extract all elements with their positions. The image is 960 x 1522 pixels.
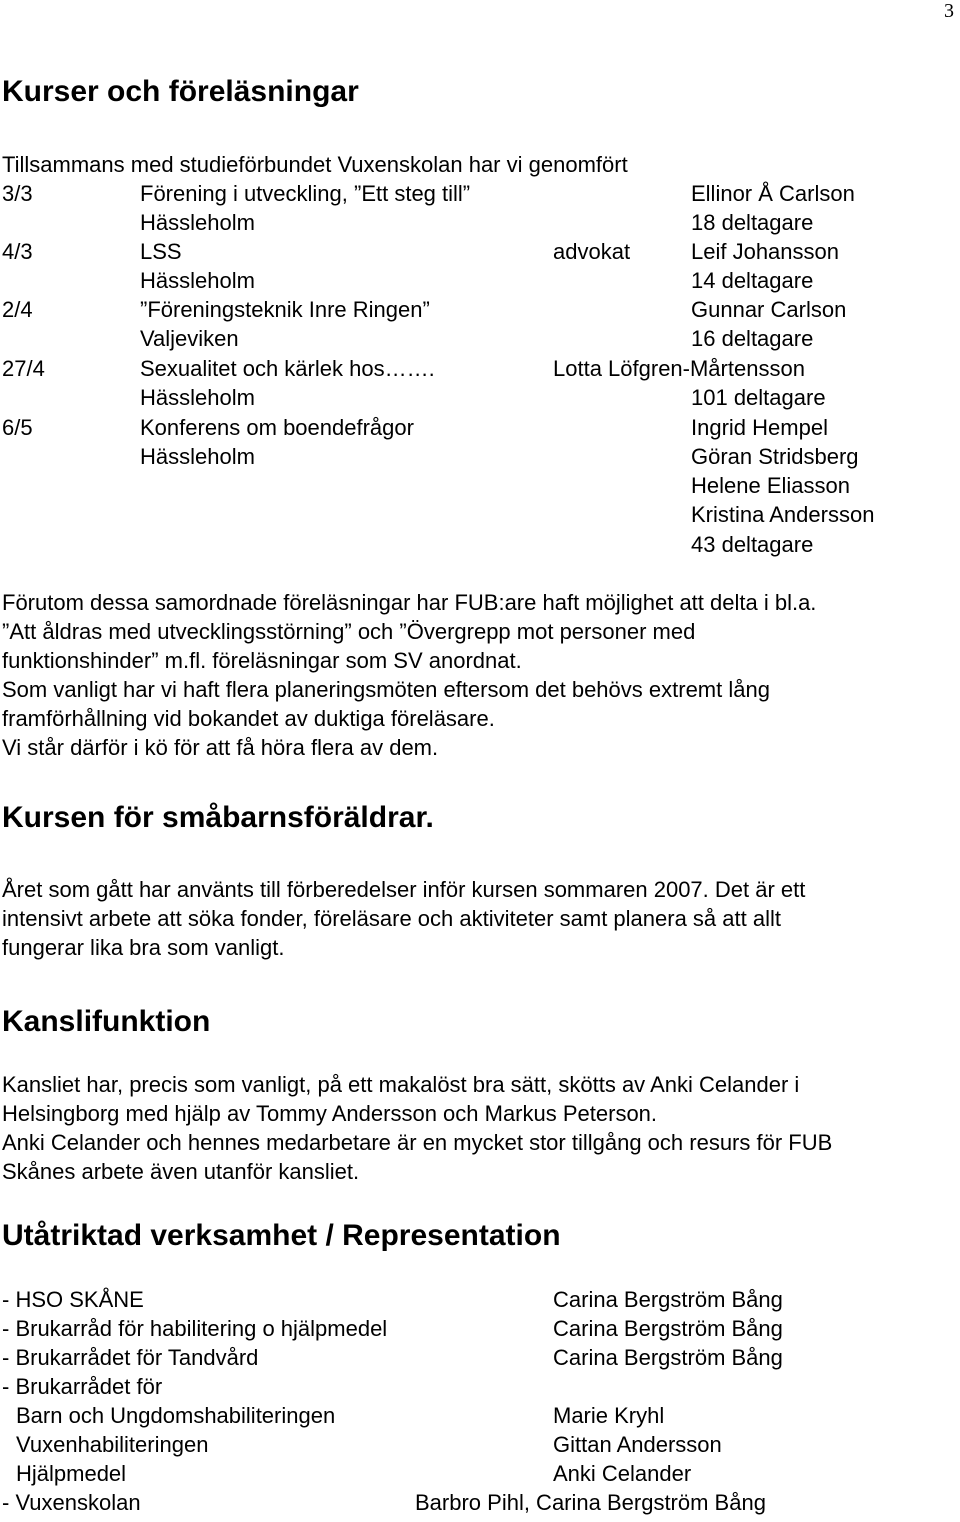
- course-participants: 101 deltagare: [691, 385, 826, 410]
- small-children-heading: Kursen för småbarnsföräldrar.: [2, 801, 434, 834]
- office-heading: Kanslifunktion: [2, 1005, 211, 1038]
- outreach-org: - Brukarrådet för Tandvård: [2, 1345, 259, 1370]
- courses-intro: Tillsammans med studieförbundet Vuxenskolan har vi genomfört: [2, 152, 628, 177]
- course-participants: 43 deltagare: [691, 532, 814, 557]
- course-place: Valjeviken: [140, 326, 239, 351]
- outreach-org: Barn och Ungdomshabiliteringen: [16, 1403, 336, 1428]
- course-leader: Ellinor Å Carlson: [691, 181, 855, 206]
- outreach-rep: Carina Bergström Bång: [553, 1287, 783, 1312]
- course-leader: Gunnar Carlson: [691, 297, 847, 322]
- course-place: Hässleholm: [140, 268, 255, 293]
- course-participants: 16 deltagare: [691, 326, 814, 351]
- course-title: Konferens om boendefrågor: [140, 415, 414, 440]
- office-line: Kansliet har, precis som vanligt, på ett makalöst bra sätt, skötts av Anki Celander i: [2, 1072, 800, 1097]
- course-participants: 18 deltagare: [691, 210, 814, 235]
- outreach-heading: Utåtriktad verksamhet / Representation: [2, 1219, 561, 1252]
- office-line: Helsingborg med hjälp av Tommy Andersson och Markus Peterson.: [2, 1101, 658, 1126]
- office-line: Anki Celander och hennes medarbetare är en mycket stor tillgång och resurs för FUB: [2, 1130, 833, 1155]
- courses-paragraph-line: Vi står därför i kö för att få höra flera av dem.: [2, 735, 439, 760]
- course-place: Hässleholm: [140, 444, 255, 469]
- course-date: 6/5: [2, 415, 33, 440]
- outreach-rep: Gittan Andersson: [553, 1432, 722, 1457]
- outreach-org: - Brukarråd för habilitering o hjälpmedel: [2, 1316, 388, 1341]
- small-children-line: Året som gått har använts till förberedelser inför kursen sommaren 2007. Det är ett: [2, 877, 806, 902]
- course-title: ”Föreningsteknik Inre Ringen”: [140, 297, 430, 322]
- course-leader: Helene Eliasson: [691, 473, 850, 498]
- outreach-rep: Carina Bergström Bång: [553, 1316, 783, 1341]
- outreach-org: - HSO SKÅNE: [2, 1287, 144, 1312]
- courses-paragraph-line: Förutom dessa samordnade föreläsningar har FUB:are haft möjlighet att delta i bl.a.: [2, 590, 817, 615]
- courses-paragraph-line: Som vanligt har vi haft flera planeringsmöten eftersom det behövs extremt lång: [2, 677, 770, 702]
- small-children-line: fungerar lika bra som vanligt.: [2, 935, 285, 960]
- page-number: 3: [944, 0, 954, 22]
- course-participants: 14 deltagare: [691, 268, 814, 293]
- courses-paragraph-line: framförhållning vid bokandet av duktiga föreläsare.: [2, 706, 495, 731]
- course-place: Hässleholm: [140, 210, 255, 235]
- outreach-org: - Brukarrådet för: [2, 1374, 163, 1399]
- course-date: 4/3: [2, 239, 33, 264]
- outreach-org: Vuxenhabiliteringen: [16, 1432, 209, 1457]
- outreach-rep: Barbro Pihl, Carina Bergström Bång: [415, 1490, 766, 1515]
- course-date: 27/4: [2, 356, 45, 381]
- small-children-line: intensivt arbete att söka fonder, föreläsare och aktiviteter samt planera så att allt: [2, 906, 781, 931]
- course-leader: Kristina Andersson: [691, 502, 875, 527]
- course-leader: Lotta Löfgren-Mårtensson: [553, 356, 805, 381]
- course-leader: Leif Johansson: [691, 239, 839, 264]
- course-title: LSS: [140, 239, 182, 264]
- office-line: Skånes arbete även utanför kansliet.: [2, 1159, 360, 1184]
- courses-heading: Kurser och föreläsningar: [2, 75, 359, 108]
- courses-paragraph-line: ”Att åldras med utvecklingsstörning” och ”Övergrepp mot personer med: [2, 619, 696, 644]
- course-leader-role: advokat: [553, 239, 631, 264]
- course-leader: Göran Stridsberg: [691, 444, 859, 469]
- courses-paragraph-line: funktionshinder” m.fl. föreläsningar som SV anordnat.: [2, 648, 522, 673]
- course-leader: Ingrid Hempel: [691, 415, 828, 440]
- outreach-rep: Carina Bergström Bång: [553, 1345, 783, 1370]
- outreach-org: - Vuxenskolan: [2, 1490, 141, 1515]
- course-title: Förening i utveckling, ”Ett steg till”: [140, 181, 471, 206]
- course-date: 3/3: [2, 181, 33, 206]
- outreach-org: Hjälpmedel: [16, 1461, 127, 1486]
- outreach-rep: Marie Kryhl: [553, 1403, 665, 1428]
- course-date: 2/4: [2, 297, 33, 322]
- outreach-rep: Anki Celander: [553, 1461, 692, 1486]
- course-title: Sexualitet och kärlek hos…….: [140, 356, 435, 381]
- course-place: Hässleholm: [140, 385, 255, 410]
